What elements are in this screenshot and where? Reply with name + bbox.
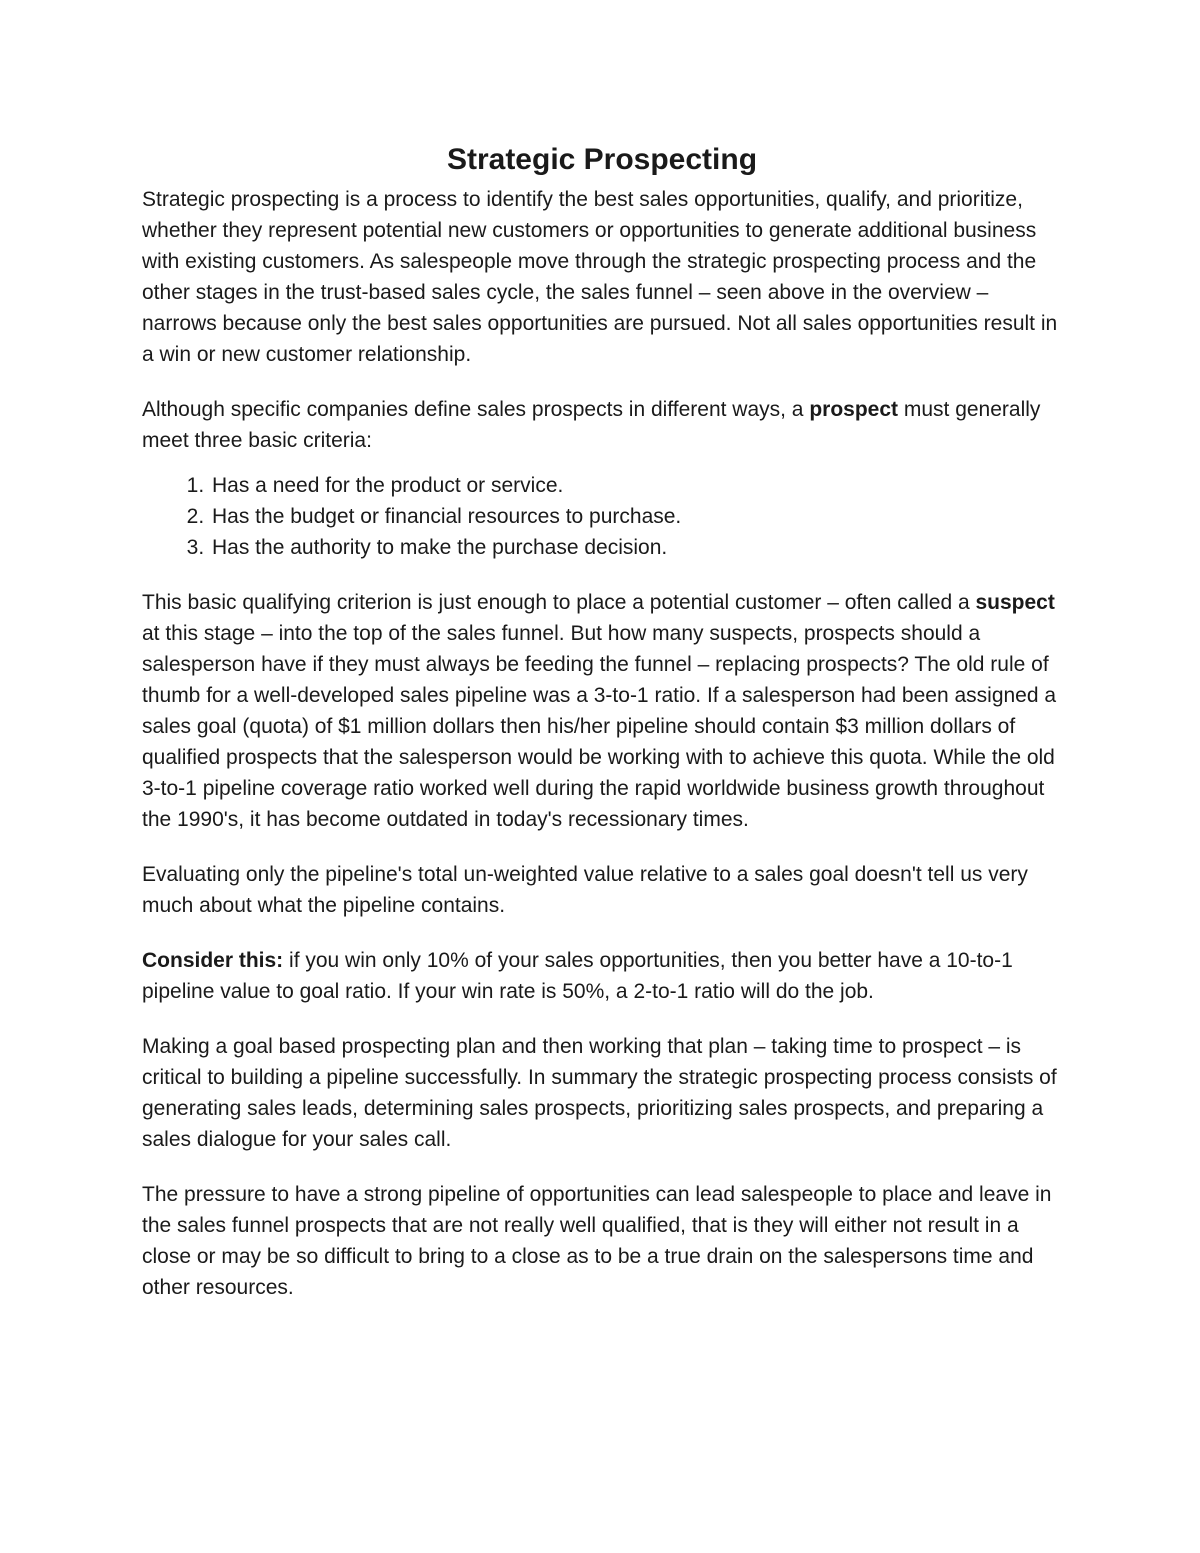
document-title: Strategic Prospecting xyxy=(446,143,758,176)
text-segment: if you win only 10% of your sales opportunities, then you better have a 10-to-1 pipeline value to goal ratio. If your win rate is 50%, a 2-to-1 ratio will do the job. xyxy=(142,949,1013,1003)
paragraph-intro: Strategic prospecting is a process to identify the best sales opportunities, qualify, and prioritize, whether they represent potential new customers or opportunities to generate additional business with existing customers. As salespeople move through the strategic prospecting process and the other stages in the trust-based sales cycle, the sales funnel – seen above in the overview – narrows because only the best sales opportunities are pursued. Not all sales opportunities result in a win or new customer relationship. xyxy=(142,188,1058,366)
paragraph-consider-this xyxy=(142,945,1062,1007)
consider-this-label: Consider this: xyxy=(142,949,284,972)
document-page xyxy=(142,140,1062,1327)
text-segment: at this stage – into the top of the sales funnel. But how many suspects, prospects should a salesperson have if they must always be feeding the funnel – replacing prospects? The old rule of thumb for a well-developed sales pipeline was a 3-to-1 ratio. If a salesperson had been assigned a sales goal (quota) of $1 million dollars then his/her pipeline should contain $3 million dollars of qualified prospects that the salesperson would be working with to achieve this quota. While the old 3-to-1 pipeline coverage ratio worked well during the rapid worldwide business growth throughout the 1990's, it has become outdated in today's recessionary times. xyxy=(142,622,1057,831)
term-prospect: prospect xyxy=(809,398,899,421)
list-item: 2. Has the budget or financial resources to purchase. xyxy=(210,501,1062,532)
text-segment: This basic qualifying criterion is just enough to place a potential customer – often called a xyxy=(142,591,976,614)
term-suspect: suspect xyxy=(975,591,1055,614)
paragraph-pipeline-value: Evaluating only the pipeline's total un-weighted value relative to a sales goal doesn't tell us very much about what the pipeline contains. xyxy=(142,863,1028,917)
paragraph-pipeline-pressure: The pressure to have a strong pipeline of opportunities can lead salespeople to place and leave in the sales funnel prospects that are not really well qualified, that is they will either not result in a close or may be so difficult to bring to a close as to be a true drain on the salespersons time and other resources. xyxy=(142,1183,1052,1299)
text-segment: must generally meet three basic criteria: xyxy=(142,398,1041,452)
criteria-list xyxy=(142,470,1062,563)
list-item: 1. Has a need for the product or service. xyxy=(210,470,1062,501)
text-segment: Although specific companies define sales prospects in different ways, a xyxy=(142,398,810,421)
paragraph-prospect-definition xyxy=(142,394,1062,456)
paragraph-prospecting-plan: Making a goal based prospecting plan and then working that plan – taking time to prospect – is critical to building a pipeline successfully. In summary the strategic prospecting process consists of generating sales leads, determining sales prospects, prioritizing sales prospects, and preparing a sales dialogue for your sales call. xyxy=(142,1035,1057,1151)
list-item: 3. Has the authority to make the purchase decision. xyxy=(210,532,1062,563)
paragraph-suspect xyxy=(142,587,1062,835)
